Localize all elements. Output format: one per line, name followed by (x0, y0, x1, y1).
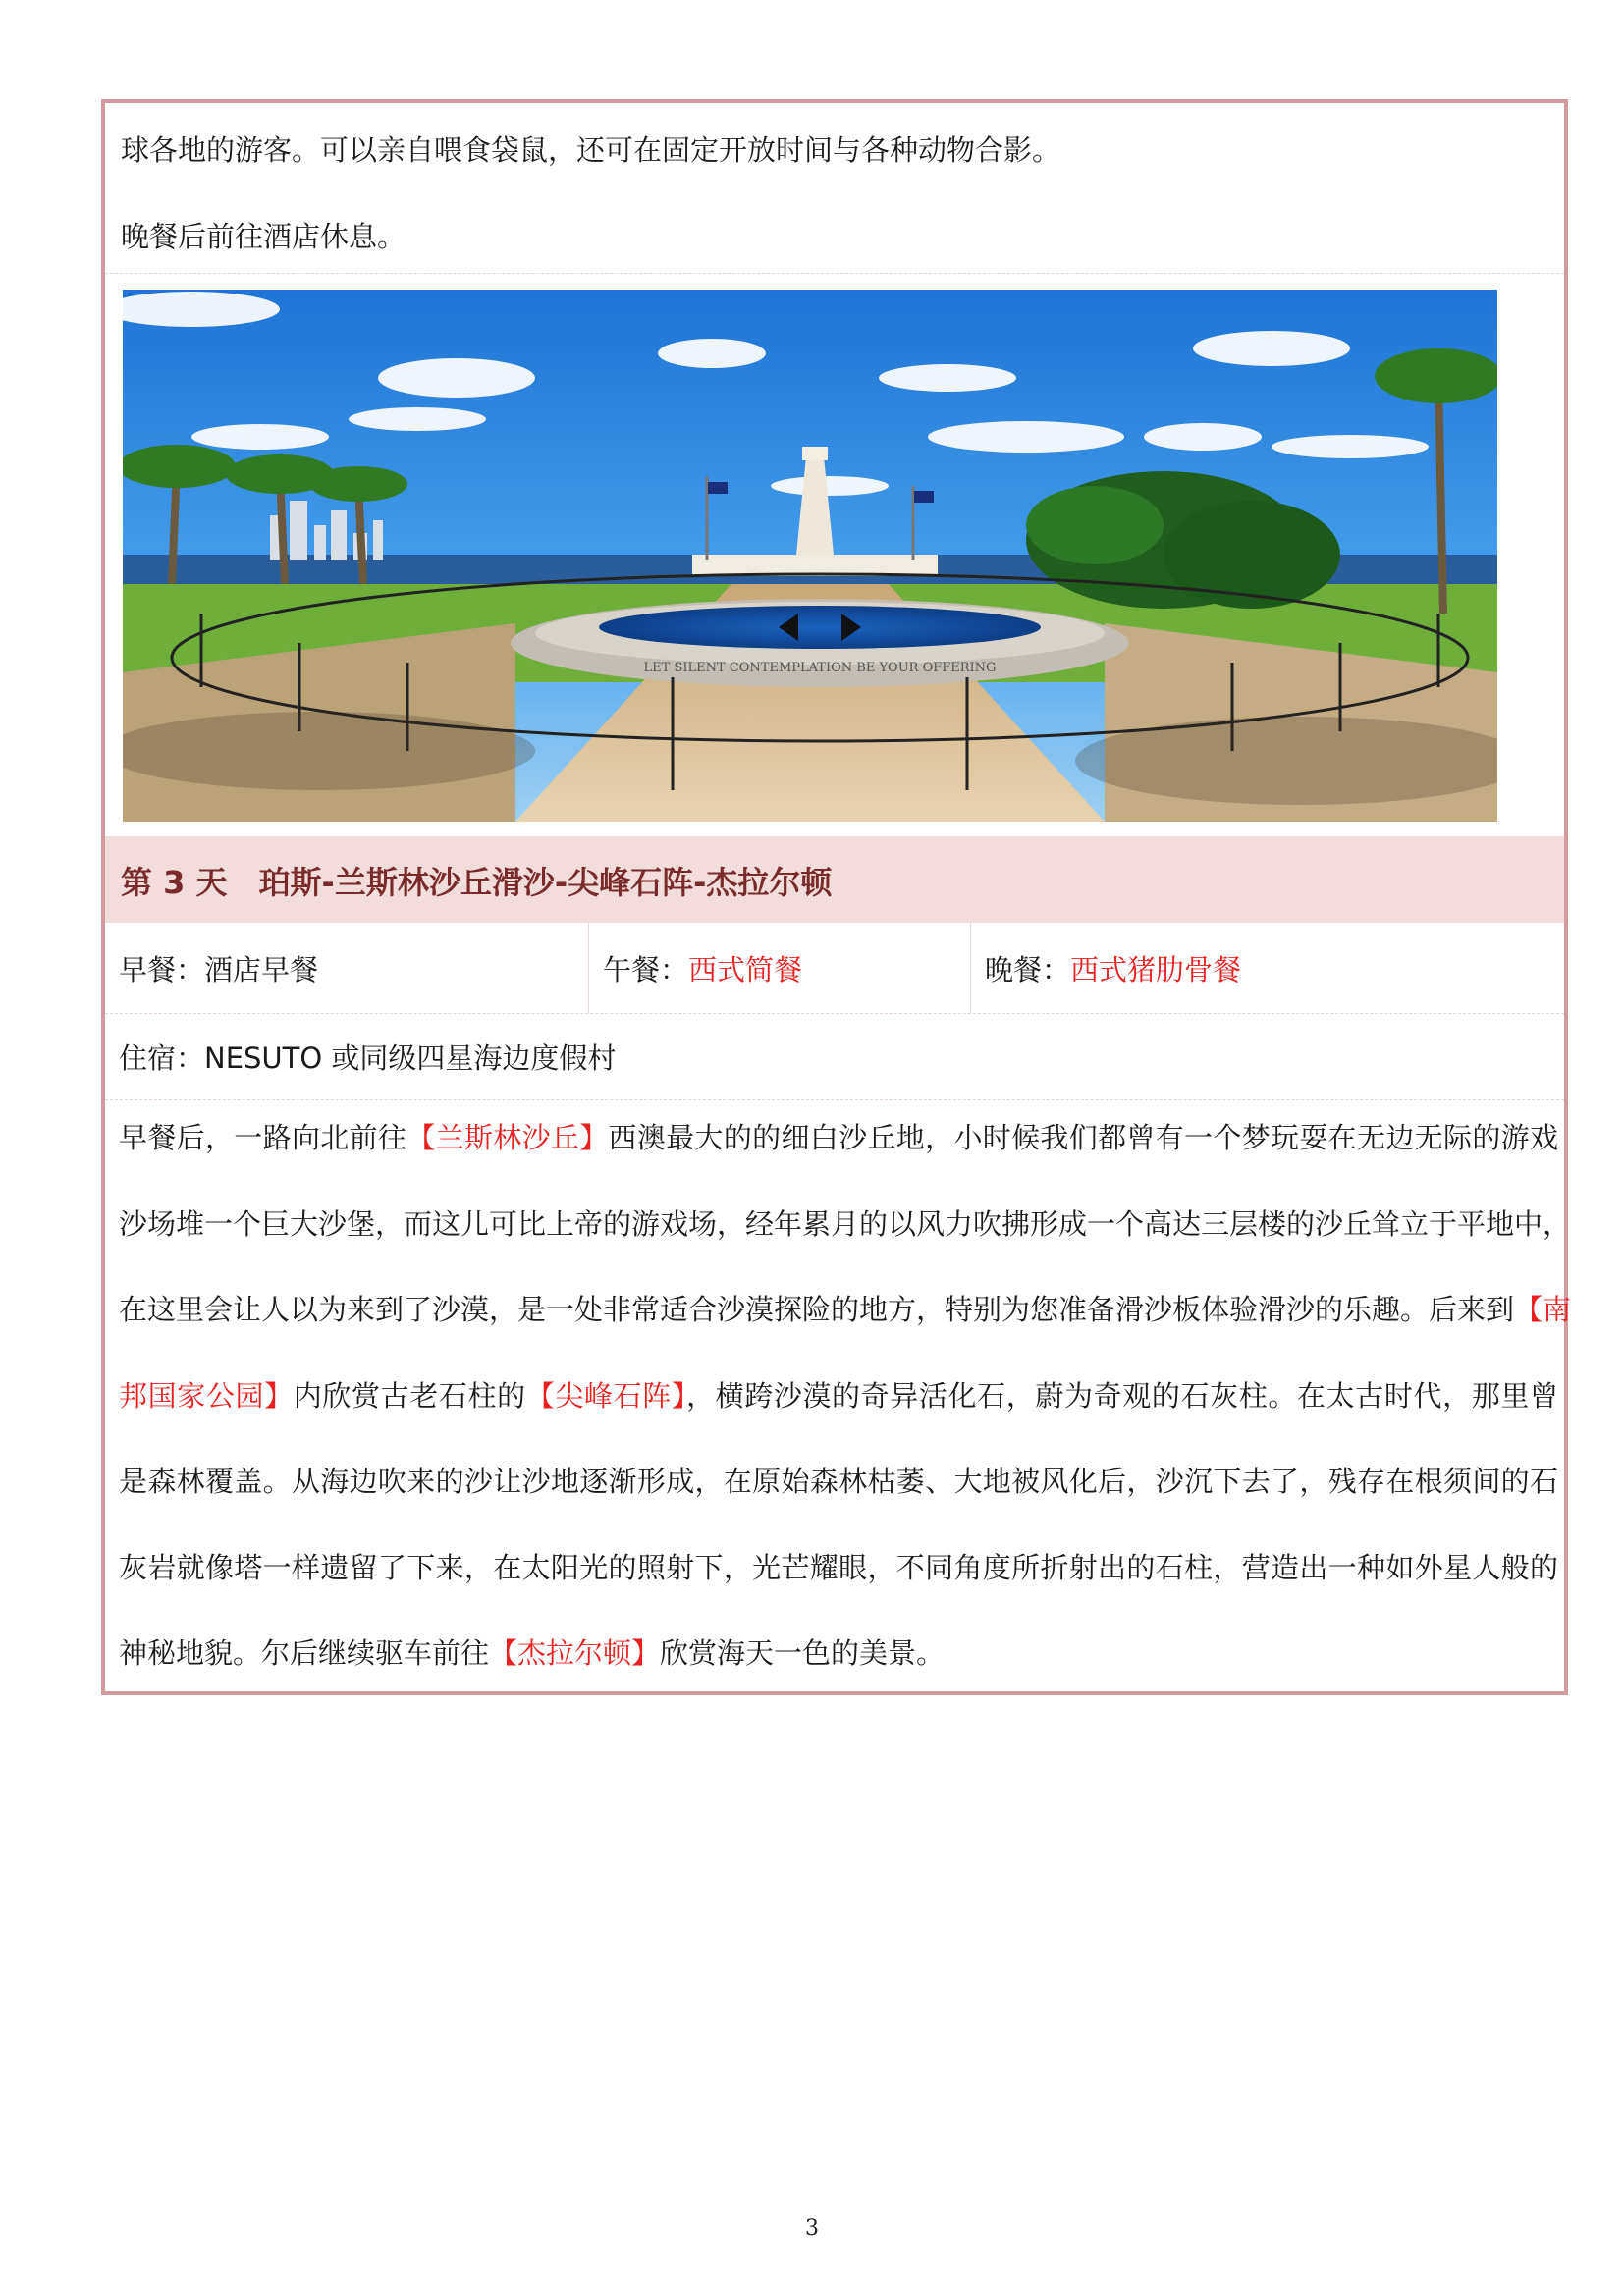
page-number: 3 (805, 2216, 819, 2241)
meals-row (105, 923, 1564, 1014)
highlight-lancelin-dunes: 【兰斯林沙丘】 (406, 1121, 609, 1154)
breakfast-label: 早餐： (119, 953, 205, 987)
kings-park-memorial-photo (123, 290, 1497, 822)
lunch-value: 西式简餐 (688, 953, 803, 987)
text-segment: ，横跨沙漠的奇异活化石，蔚为奇观的石灰柱。在太古时代，那里曾 (685, 1378, 1558, 1413)
para-line: 是森林覆盖。从海边吹来的沙让沙地逐渐形成，在原始森林枯萎、大地被风化后，沙沉下去了，残存在根须间的石 (119, 1465, 1558, 1498)
itinerary-frame (101, 99, 1572, 1695)
intro-line-2: 晚餐后前往酒店休息。 (121, 220, 406, 253)
text-segment: 欣赏海天一色的美景。 (660, 1636, 946, 1670)
para-line: 沙场堆一个巨大沙堡，而这儿可比上帝的游戏场，经年累月的以风力吹拂形成一个高达三层楼的沙丘耸立于平地中， (119, 1206, 1572, 1241)
accommodation-row (105, 1013, 1564, 1100)
dinner-cell (971, 923, 1564, 1013)
lunch-cell (589, 923, 971, 1013)
dinner-label: 晚餐： (985, 953, 1071, 987)
divider (105, 273, 1564, 274)
para-line (119, 1108, 1558, 1195)
text-segment: 西澳最大的的细白沙丘地，小时候我们都曾有一个梦玩耍在无边无际的游戏 (608, 1121, 1558, 1154)
intro-line-1: 球各地的游客。可以亲自喂食袋鼠，还可在固定开放时间与各种动物合影。 (121, 133, 1061, 167)
para-line (119, 1624, 1558, 1710)
memorial-inscription: LET SILENT CONTEMPLATION BE YOUR OFFERING (643, 661, 997, 675)
text-segment: 早餐后，一路向北前往 (119, 1121, 407, 1154)
highlight-nambung-part2: 邦国家公园】 (119, 1378, 294, 1413)
day-3-description (119, 1108, 1572, 1710)
para-line: 灰岩就像塔一样遗留了下来，在太阳光的照射下，光芒耀眼，不同角度所折射出的石柱，营造出一种如外星人般的 (119, 1550, 1558, 1584)
dinner-value: 西式猪肋骨餐 (1070, 953, 1242, 987)
breakfast-cell (105, 923, 589, 1013)
highlight-nambung-part1: 【南 (1514, 1293, 1572, 1326)
accommodation-text: 住宿：NESUTO 或同级四星海边度假村 (119, 1041, 617, 1075)
breakfast-value: 酒店早餐 (204, 953, 319, 987)
lunch-label: 午餐： (603, 953, 689, 987)
text-segment: 神秘地貌。尔后继续驱车前往 (119, 1636, 490, 1670)
para-line (119, 1366, 1558, 1453)
highlight-geraldton: 【杰拉尔顿】 (489, 1636, 661, 1670)
text-segment: 在这里会让人以为来到了沙漠，是一处非常适合沙漠探险的地方，特别为您准备滑沙板体验滑沙的乐趣。后来到 (119, 1293, 1515, 1326)
para-line (119, 1280, 1572, 1366)
highlight-pinnacles: 【尖峰石阵】 (525, 1378, 686, 1413)
day-3-header (105, 836, 1564, 923)
day-3-title: 第 3 天 珀斯-兰斯林沙丘滑沙-尖峰石阵-杰拉尔顿 (121, 864, 833, 901)
text-segment: 内欣赏古老石柱的 (293, 1378, 526, 1413)
